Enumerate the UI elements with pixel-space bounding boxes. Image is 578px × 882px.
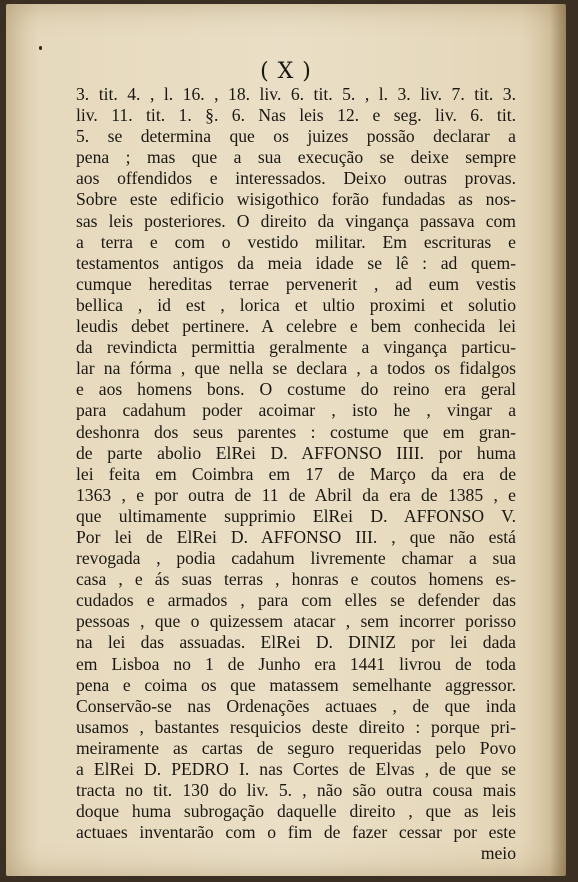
- text-line: meiramente as cartas de seguro requeridas pelo Povo: [76, 737, 516, 758]
- text-line: lar na fórma , que nella se declara , a todos os fidalgos: [76, 358, 516, 379]
- page-number: ( X ): [260, 59, 312, 84]
- book-page: [6, 4, 566, 876]
- text-line: que ultimamente supprimio ElRei D. AFFONSO V.: [76, 505, 516, 526]
- text-block: [76, 84, 516, 864]
- text-line: pessoas , que o quizessem atacar , sem incorrer porisso: [76, 611, 516, 632]
- text-line: liv. 11. tit. 1. §. 6. Nas leis 12. e seg. liv. 6. tit.: [76, 105, 516, 126]
- text-line: cudados e armados , para com elles se defender das: [76, 590, 516, 611]
- text-line: casa , e ás suas terras , honras e coutos homens es-: [76, 569, 516, 590]
- page-spine-shadow: [550, 4, 566, 876]
- text-line: Conservão-se nas Ordenações actuaes , de que inda: [76, 695, 516, 716]
- text-line: aos offendidos e interessados. Deixo outras provas.: [76, 168, 516, 189]
- text-line: 3. tit. 4. , l. 16. , 18. liv. 6. tit. 5. , l. 3. liv. 7. tit. 3.: [76, 84, 516, 104]
- text-line: a ElRei D. PEDRO I. nas Cortes de Elvas , de que se: [76, 759, 516, 779]
- text-line: 1363 , e por outra de 11 de Abril da era de 1385 , e: [76, 484, 516, 505]
- text-line: usamos , bastantes resquicios deste direito : porque pri-: [76, 716, 516, 737]
- text-line: testamentos antigos da meia idade se lê : ad quem-: [76, 252, 516, 273]
- text-line: para cadahum poder acoimar , isto he , vingar a: [76, 400, 516, 421]
- text-line: lei feita em Coimbra em 17 de Março da era de: [76, 463, 516, 484]
- text-line: em Lisboa no 1 de Junho era 1441 livrou de toda: [76, 653, 516, 674]
- text-line: pena e coima os que matassem semelhante aggressor.: [76, 674, 516, 695]
- text-line: meio: [480, 843, 516, 864]
- text-line: cumque hereditas terrae pervenerit , ad eum vestis: [76, 273, 516, 294]
- text-line: pena ; mas que a sua execução se deixe sempre: [76, 147, 516, 168]
- ink-spot: [39, 46, 42, 50]
- text-line: revogada , podia cadahum livremente chamar a sua: [76, 548, 516, 569]
- text-line: leudis debet pertinere. A celebre e bem conhecida lei: [76, 316, 516, 337]
- text-line: doque huma subrogação daquelle direito , que as leis: [76, 801, 516, 822]
- text-line: Por lei de ElRei D. AFFONSO III. , que não está: [76, 526, 516, 547]
- text-line: e aos homens bons. O costume do reino era geral: [76, 379, 516, 400]
- text-line: tracta no tit. 130 do liv. 5. , não são outra cousa mais: [76, 780, 516, 801]
- text-line: Sobre este edificio wisigothico forão fundadas as nos-: [76, 189, 516, 210]
- text-line: a terra e com o vestido militar. Em escrituras e: [76, 231, 516, 252]
- text-line: na lei das assuadas. ElRei D. DINIZ por lei dada: [76, 632, 516, 653]
- text-line: sas leis posteriores. O direito da vingança passava com: [76, 210, 516, 231]
- text-line: bellica , id est , lorica et ultio proximi et solutio: [76, 294, 516, 315]
- text-line: actuaes inventarão com o fim de fazer cessar por este: [76, 822, 516, 843]
- text-line: de parte abolio ElRei D. AFFONSO IIII. por huma: [76, 442, 516, 463]
- text-line: da revindicta permittia geralmente a vingança particu-: [76, 337, 516, 358]
- text-line: deshonra dos seus parentes : costume que em gran-: [76, 421, 516, 442]
- text-line: 5. se determina que os juizes possão declarar a: [76, 126, 516, 147]
